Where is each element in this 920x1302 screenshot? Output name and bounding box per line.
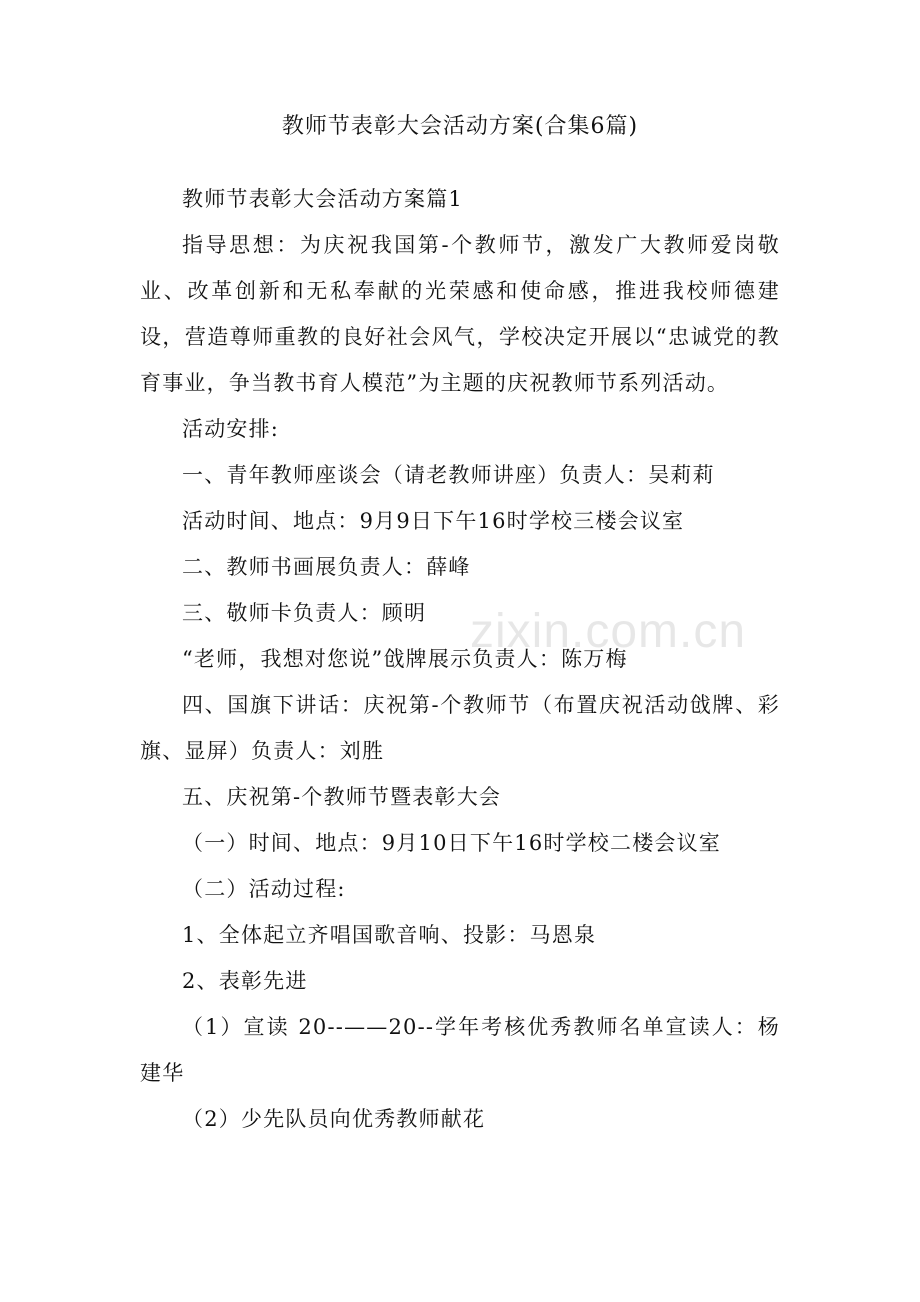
guiding-thought-paragraph: 指导思想：为庆祝我国第-个教师节，激发广大教师爱岗敬业、改革创新和无私奉献的光荣感和使命感，推进我校师德建设，营造尊师重教的良好社会风气，学校决定开展以“忠诚党的教育事业，争当教书育人模范”为主题的庆祝教师节系列活动。 xyxy=(140,233,780,395)
list-item: 2、表彰先进 xyxy=(182,969,308,993)
list-item: （二）活动过程: xyxy=(182,877,346,901)
list-item: （2）少先队员向优秀教师献花 xyxy=(182,1107,486,1131)
list-item: （1）宣读 20--——20--学年考核优秀教师名单宣读人：杨建华 xyxy=(140,1015,780,1085)
activity-arrangement-heading: 活动安排: xyxy=(182,417,280,441)
list-item: 四、国旗下讲话：庆祝第-个教师节（布置庆祝活动戗牌、彩旗、显屏）负责人：刘胜 xyxy=(140,693,780,763)
section-heading: 教师节表彰大会活动方案篇1 xyxy=(182,187,463,211)
list-item: 二、教师书画展负责人：薛峰 xyxy=(182,555,471,579)
list-item: 一、青年教师座谈会（请老教师讲座）负责人：吴莉莉 xyxy=(182,463,715,487)
list-item: 1、全体起立齐唱国歌音响、投影：马恩泉 xyxy=(182,923,597,947)
list-item: 三、敬师卡负责人：顾明 xyxy=(182,601,427,625)
list-item: “老师，我想对您说”戗牌展示负责人：陈万梅 xyxy=(182,647,628,671)
list-item: 五、庆祝第-个教师节暨表彰大会 xyxy=(182,785,502,809)
document-body xyxy=(140,176,780,1142)
document-title: 教师节表彰大会活动方案(合集6篇) xyxy=(281,114,639,139)
list-item: 活动时间、地点：9月9日下午16时学校三楼会议室 xyxy=(182,509,685,533)
watermark: zixin.com.cn xyxy=(470,605,747,658)
list-item: （一）时间、地点：9月10日下午16时学校二楼会议室 xyxy=(182,831,722,855)
